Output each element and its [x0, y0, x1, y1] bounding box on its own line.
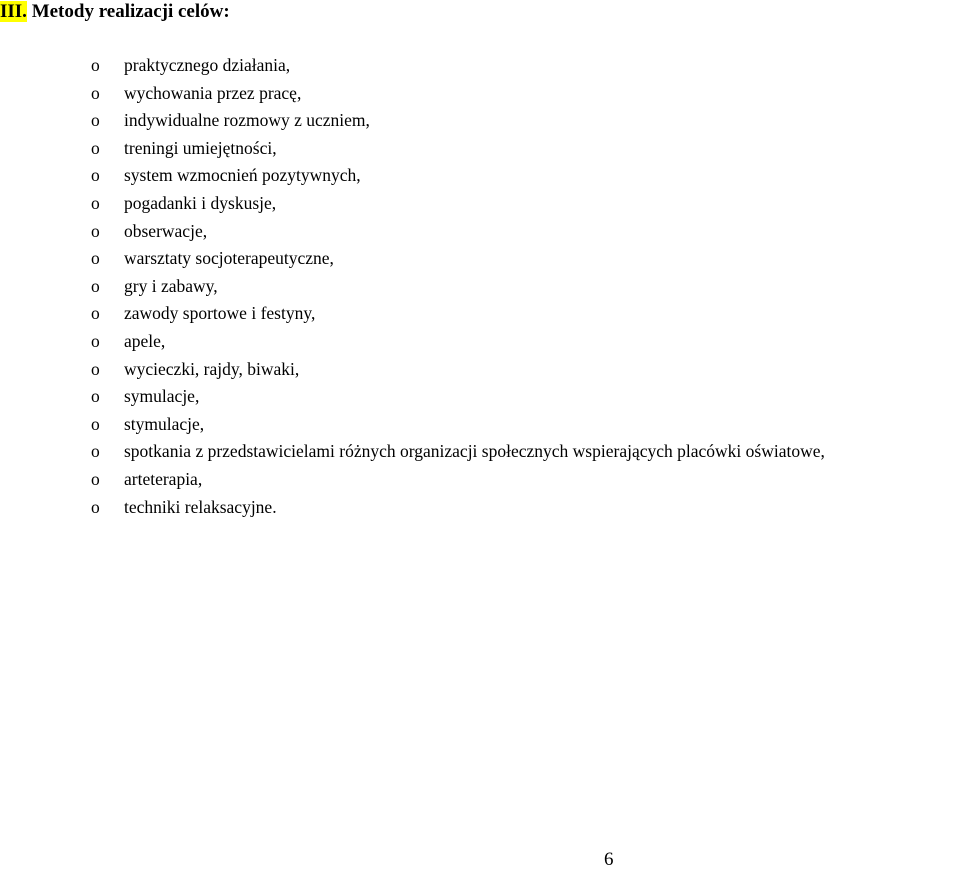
bullet-icon: o	[91, 413, 100, 434]
list-item-text: praktycznego działania,	[124, 55, 291, 75]
list-item-text: pogadanki i dyskusje,	[124, 192, 277, 213]
section-number-highlighted: III.	[0, 1, 27, 22]
list-item-text: arteterapia,	[124, 468, 203, 489]
list-item-text: wycieczki, rajdy, biwaki,	[124, 358, 300, 379]
bullet-icon: o	[91, 165, 100, 186]
list-item-text: apele,	[124, 330, 166, 351]
bullet-icon: o	[91, 137, 100, 158]
list-item-text: warsztaty socjoterapeutyczne,	[124, 248, 334, 269]
bullet-icon: o	[91, 82, 100, 103]
list-item-text: symulacje,	[124, 386, 200, 407]
bullet-icon: o	[91, 110, 100, 131]
list-item-text: system wzmocnień pozytywnych,	[124, 165, 361, 186]
list-item-text: gry i zabawy,	[124, 275, 218, 296]
list-item-text: techniki relaksacyjne.	[124, 496, 277, 517]
section-title: Metody realizacji celów:	[31, 1, 230, 22]
bullet-icon: o	[91, 358, 100, 379]
bullet-icon: o	[91, 303, 100, 324]
list-item-text: zawody sportowe i festyny,	[124, 303, 316, 324]
bullet-icon: o	[91, 468, 100, 489]
bullet-icon: o	[91, 441, 100, 462]
list-item-text: indywidualne rozmowy z uczniem,	[124, 110, 370, 131]
list-item-text: stymulacje,	[124, 413, 205, 434]
bullet-icon: o	[91, 275, 100, 296]
bullet-icon: o	[91, 248, 100, 269]
bullet-icon: o	[91, 220, 100, 241]
list-item-text: wychowania przez pracę,	[124, 82, 302, 103]
bullet-icon: o	[91, 386, 100, 407]
bullet-icon: o	[91, 496, 100, 517]
list-item-text: spotkania z przedstawicielami różnych organizacji społecznych wspierających placówki oświatowe,	[124, 441, 825, 462]
list-item-text: obserwacje,	[124, 220, 208, 241]
bullet-icon: o	[91, 192, 100, 213]
section-heading	[0, 0, 230, 24]
page-number: 6	[604, 849, 614, 870]
bullet-icon: o	[91, 55, 100, 75]
bullet-icon: o	[91, 330, 100, 351]
list-item-text: treningi umiejętności,	[124, 137, 277, 158]
